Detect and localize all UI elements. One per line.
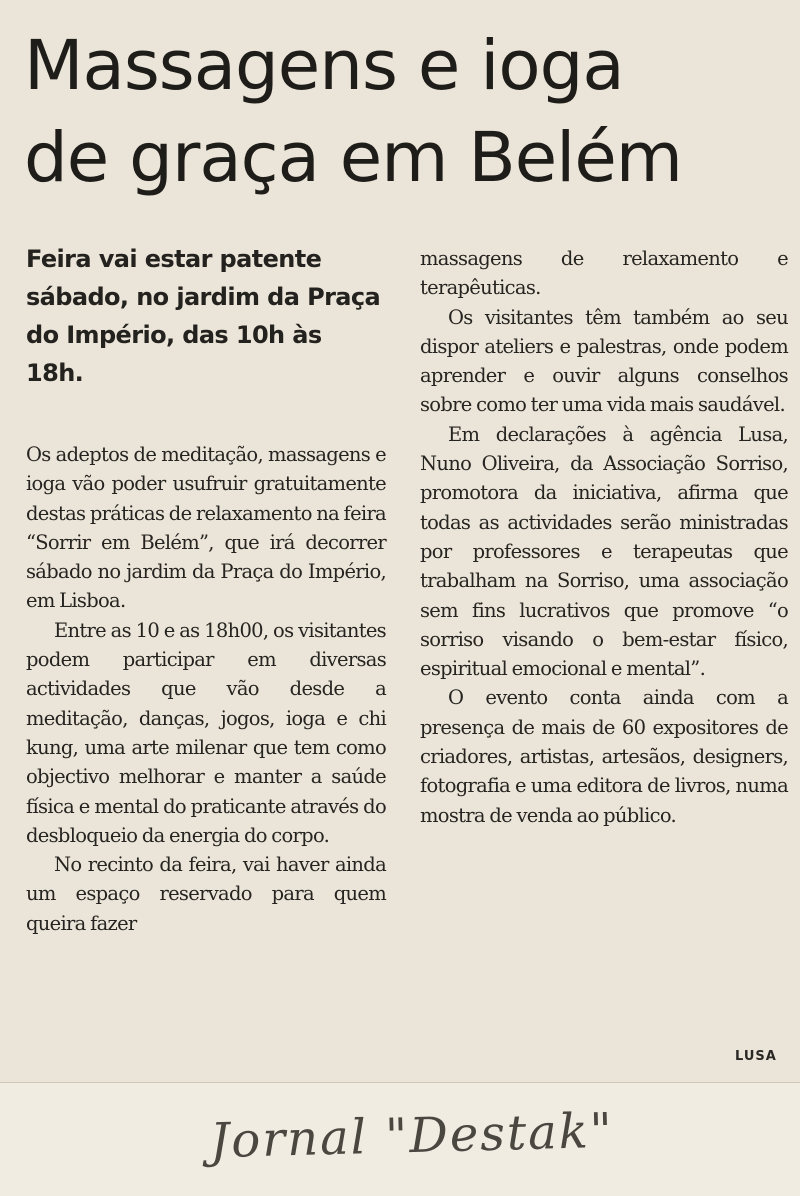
lead-paragraph: Feira vai estar patente sábado, no jardim da Praça do Império, das 10h às 18h. xyxy=(26,245,381,387)
body-paragraph-5: Os visitantes têm também ao seu dispor ateliers e palestras, onde podem aprender e ouvir alguns conselhos sobre como ter uma vida mais saudável. xyxy=(420,305,788,417)
body-paragraph-6: Em declarações à agência Lusa, Nuno Oliveira, da Associação Sorriso, promotora da iniciativa, afirma que todas as actividades serão ministradas por professores e terapeutas que trabalham na Sorriso, uma associação sem fins lucrativos que promove “o sorriso visando o bem-estar físico, espiritual emocional e mental”. xyxy=(420,422,788,681)
right-column xyxy=(420,244,788,830)
body-paragraph-7: O evento conta ainda com a presença de mais de 60 expositores de criadores, artistas, artesãos, designers, fotografia e uma editora de livros, numa mostra de venda ao público. xyxy=(420,686,788,827)
body-paragraph-1: Os adeptos de meditação, massagens e ioga vão poder usufruir gratuitamente destas práticas de relaxamento na feira “Sorrir em Belém”, que irá decorrer sábado no jardim da Praça do Império, em Lisboa. xyxy=(26,443,386,613)
headline-line-1: Massagens e ioga xyxy=(24,26,624,106)
agency-credit: LUSA xyxy=(735,1049,777,1064)
body-paragraph-3: No recinto da feira, vai haver ainda um espaço reservado para quem queira fazer xyxy=(26,853,386,935)
left-column xyxy=(26,240,386,938)
body-paragraph-2: Entre as 10 e as 18h00, os visitantes podem participar em diversas actividades que vão desde a meditação, danças, jogos, ioga e chi kung, uma arte milenar que tem como objectivo melhorar e manter a saúde física e mental do praticante através do desbloqueio da energia do corpo. xyxy=(26,618,386,847)
headline xyxy=(24,20,784,204)
body-paragraph-4: massagens de relaxamento e terapêuticas. xyxy=(420,247,788,300)
handwritten-source-note: Jornal "Destak" xyxy=(209,1102,615,1170)
headline-line-2: de graça em Belém xyxy=(24,118,683,198)
